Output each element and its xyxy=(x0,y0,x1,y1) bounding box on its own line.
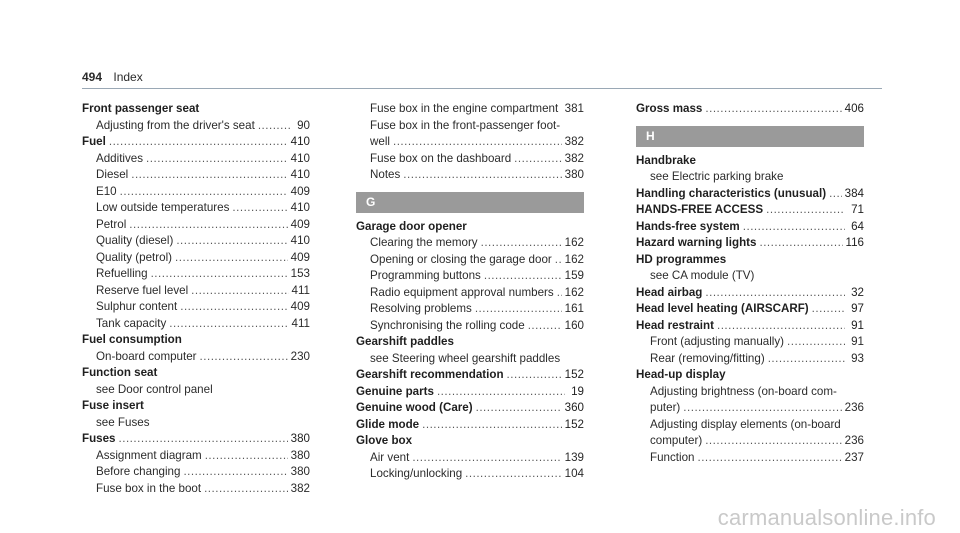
index-subentry[interactable] xyxy=(82,349,310,366)
dot-leader xyxy=(759,235,842,252)
dot-leader xyxy=(437,384,565,401)
dot-leader xyxy=(176,233,287,250)
page-reference[interactable]: 116 xyxy=(845,236,864,249)
entry-label: Hazard warning lights xyxy=(636,236,757,249)
entry-label: Reserve fuel level xyxy=(96,283,189,297)
dot-leader xyxy=(422,417,562,434)
index-subentry[interactable] xyxy=(356,285,584,302)
entry-label: Gearshift paddles xyxy=(356,335,454,348)
index-subentry[interactable] xyxy=(356,101,584,118)
index-subentry[interactable] xyxy=(82,299,310,316)
index-subentry[interactable] xyxy=(82,283,310,300)
page-reference[interactable]: 382 xyxy=(290,481,310,495)
index-subentry[interactable] xyxy=(82,200,310,217)
dot-leader xyxy=(768,351,845,368)
index-entry xyxy=(636,252,864,269)
index-subentry[interactable] xyxy=(636,433,864,450)
index-subentry xyxy=(636,169,864,186)
page-reference[interactable]: 237 xyxy=(844,450,864,464)
entry-label: Opening or closing the garage door xyxy=(370,252,552,266)
index-entry[interactable] xyxy=(636,219,864,236)
dot-leader xyxy=(191,283,288,300)
page-reference[interactable]: 410 xyxy=(290,168,310,181)
index-subentry xyxy=(636,417,864,434)
dot-leader xyxy=(151,266,288,283)
dot-leader xyxy=(476,400,562,417)
header-divider xyxy=(82,88,882,89)
page-reference[interactable]: 409 xyxy=(290,217,310,231)
dot-leader xyxy=(683,400,841,417)
entry-label: see CA module (TV) xyxy=(650,269,755,282)
page-reference[interactable]: 161 xyxy=(564,302,584,315)
entry-label: Low outside temperatures xyxy=(96,201,230,214)
entry-label: Head level heating (AIRSCARF) xyxy=(636,302,809,315)
dot-leader xyxy=(812,301,845,318)
page-reference[interactable]: 411 xyxy=(291,283,310,297)
index-entry[interactable] xyxy=(356,400,584,417)
page-reference[interactable]: 380 xyxy=(290,448,310,462)
entry-label: Locking/unlocking xyxy=(370,467,463,480)
entry-label: Head airbag xyxy=(636,285,703,299)
entry-label: see Fuses xyxy=(96,415,150,429)
entry-label: Diesel xyxy=(96,168,129,181)
page-reference[interactable]: 19 xyxy=(571,384,584,398)
dot-leader xyxy=(169,316,288,333)
entry-label: Fuses xyxy=(82,432,116,445)
page-reference[interactable]: 162 xyxy=(564,285,584,299)
entry-label: Function seat xyxy=(82,366,158,379)
dot-leader xyxy=(555,252,562,269)
page-reference[interactable]: 411 xyxy=(291,316,310,330)
index-subentry[interactable] xyxy=(82,151,310,168)
entry-label: Sulphur content xyxy=(96,300,178,313)
index-entry[interactable] xyxy=(82,134,310,151)
dot-leader xyxy=(743,219,845,236)
index-subentry[interactable] xyxy=(82,217,310,234)
entry-label: Tank capacity xyxy=(96,316,167,330)
entry-label: Fuse box in the engine compartment xyxy=(370,102,559,115)
index-subentry[interactable] xyxy=(356,167,584,184)
page-reference[interactable]: 382 xyxy=(564,151,584,165)
index-subentry[interactable] xyxy=(82,167,310,184)
page-reference[interactable]: 162 xyxy=(564,236,584,249)
index-subentry[interactable] xyxy=(82,184,310,201)
index-entry xyxy=(356,334,584,351)
page-reference[interactable]: 91 xyxy=(851,318,864,332)
page-reference[interactable]: 230 xyxy=(290,349,310,363)
index-subentry[interactable] xyxy=(82,316,310,333)
index-entry[interactable] xyxy=(636,285,864,302)
entry-label: Glove box xyxy=(356,434,413,447)
entry-label: Rear (removing/fitting) xyxy=(650,351,765,365)
page-title: Index xyxy=(113,70,143,84)
index-entry xyxy=(82,365,310,382)
dot-leader xyxy=(787,334,845,351)
entry-label: well xyxy=(370,135,390,148)
page-reference[interactable]: 64 xyxy=(851,219,864,233)
dot-leader xyxy=(766,202,845,219)
page-reference[interactable]: 236 xyxy=(844,434,864,447)
page-reference[interactable]: 162 xyxy=(564,252,584,266)
page-reference[interactable]: 380 xyxy=(564,168,584,181)
page-reference[interactable]: 409 xyxy=(290,250,310,264)
entry-label: Fuse box in the front-passenger foot- xyxy=(370,118,561,132)
index-subentry xyxy=(356,118,584,135)
entry-label: Before changing xyxy=(96,465,181,478)
page-reference[interactable]: 152 xyxy=(564,417,584,431)
page-reference[interactable]: 90 xyxy=(297,118,310,132)
dot-leader xyxy=(232,200,287,217)
dot-leader xyxy=(557,285,562,302)
index-entry xyxy=(636,367,864,384)
entry-label: Gearshift recommendation xyxy=(356,368,504,381)
entry-label: see Electric parking brake xyxy=(650,170,784,183)
page-reference[interactable]: 32 xyxy=(851,285,864,299)
page-reference[interactable]: 71 xyxy=(851,203,864,216)
index-subentry[interactable] xyxy=(356,235,584,252)
index-column-1 xyxy=(82,101,310,497)
page-reference[interactable]: 152 xyxy=(564,368,584,381)
index-entry xyxy=(636,153,864,170)
dot-leader xyxy=(258,118,291,135)
entry-label: Refuelling xyxy=(96,267,148,280)
page-reference[interactable]: 410 xyxy=(290,151,310,165)
index-subentry[interactable] xyxy=(636,351,864,368)
dot-leader xyxy=(204,481,288,498)
entry-label: E10 xyxy=(96,184,117,198)
dot-leader xyxy=(717,318,845,335)
index-entry xyxy=(82,101,310,118)
index-subentry[interactable] xyxy=(356,450,584,467)
entry-label: Petrol xyxy=(96,217,127,231)
dot-leader xyxy=(403,167,561,184)
dot-leader xyxy=(175,250,288,267)
index-entry[interactable] xyxy=(636,301,864,318)
page-reference[interactable]: 104 xyxy=(564,467,584,480)
dot-leader xyxy=(119,431,288,448)
index-entry xyxy=(82,398,310,415)
entry-label: puter) xyxy=(650,401,681,414)
index-subentry xyxy=(636,384,864,401)
index-entry[interactable] xyxy=(636,202,864,219)
entry-label: HD programmes xyxy=(636,252,727,266)
entry-label: On-board computer xyxy=(96,349,197,363)
dot-leader xyxy=(528,318,562,335)
entry-label: Quality (petrol) xyxy=(96,250,173,264)
index-subentry xyxy=(356,351,584,368)
dot-leader xyxy=(829,186,842,203)
index-entry[interactable] xyxy=(356,384,584,401)
page-reference[interactable]: 97 xyxy=(851,302,864,315)
entry-label: see Steering wheel gearshift paddles xyxy=(370,351,561,365)
entry-label: Head-up display xyxy=(636,368,726,381)
entry-label: Handbrake xyxy=(636,153,696,167)
index-entry[interactable] xyxy=(636,186,864,203)
dot-leader xyxy=(705,433,841,450)
page-reference[interactable]: 380 xyxy=(290,465,310,478)
dot-leader xyxy=(120,184,288,201)
index-subentry[interactable] xyxy=(356,318,584,335)
dot-leader xyxy=(183,464,287,481)
index-subentry[interactable] xyxy=(82,250,310,267)
dot-leader xyxy=(484,268,562,285)
dot-leader xyxy=(146,151,288,168)
index-subentry[interactable] xyxy=(82,448,310,465)
entry-label: Assignment diagram xyxy=(96,448,202,462)
dot-leader xyxy=(475,301,562,318)
entry-label: Fuse box on the dashboard xyxy=(370,151,512,165)
entry-label: Fuel consumption xyxy=(82,333,182,346)
index-subentry[interactable] xyxy=(356,134,584,151)
page-reference[interactable]: 410 xyxy=(290,201,310,214)
entry-label: Front passenger seat xyxy=(82,102,200,115)
entry-label: Clearing the memory xyxy=(370,236,478,249)
page-reference[interactable]: 153 xyxy=(290,267,310,280)
index-subentry xyxy=(636,268,864,285)
dot-leader xyxy=(507,367,562,384)
index-entry xyxy=(356,219,584,236)
page-reference[interactable]: 382 xyxy=(564,135,584,148)
entry-label: Hands-free system xyxy=(636,219,740,233)
entry-label: Glide mode xyxy=(356,417,420,431)
entry-label: Genuine parts xyxy=(356,384,434,398)
dot-leader xyxy=(200,349,288,366)
index-entry xyxy=(356,433,584,450)
index-subentry xyxy=(82,415,310,432)
entry-label: Radio equipment approval numbers xyxy=(370,285,554,299)
entry-label: Fuel xyxy=(82,135,106,148)
index-subentry[interactable] xyxy=(82,266,310,283)
dot-leader xyxy=(131,167,287,184)
page-reference[interactable]: 410 xyxy=(290,135,310,148)
page-reference[interactable]: 409 xyxy=(290,184,310,198)
entry-label: Adjusting brightness (on-board com- xyxy=(650,384,837,398)
section-letter: H xyxy=(636,126,864,147)
index-entry[interactable] xyxy=(636,318,864,335)
page-reference[interactable]: 139 xyxy=(564,450,584,464)
dot-leader xyxy=(705,285,845,302)
index-subentry[interactable] xyxy=(356,466,584,483)
index-column-3 xyxy=(636,101,864,466)
index-entry[interactable] xyxy=(636,101,864,118)
dot-leader xyxy=(129,217,287,234)
page-reference[interactable]: 360 xyxy=(564,401,584,414)
index-subentry[interactable] xyxy=(82,464,310,481)
dot-leader xyxy=(205,448,288,465)
page-reference[interactable]: 91 xyxy=(851,335,864,348)
page-reference[interactable]: 93 xyxy=(851,351,864,365)
entry-label: computer) xyxy=(650,434,703,447)
dot-leader xyxy=(412,450,561,467)
entry-label: Gross mass xyxy=(636,102,703,115)
entry-label: Synchronising the rolling code xyxy=(370,318,525,332)
dot-leader xyxy=(393,134,562,151)
section-letter: G xyxy=(356,192,584,213)
entry-label: Programming buttons xyxy=(370,269,481,282)
entry-label: Fuse insert xyxy=(82,399,144,412)
entry-label: Notes xyxy=(370,168,401,181)
entry-label: Garage door opener xyxy=(356,219,467,233)
index-subentry[interactable] xyxy=(356,268,584,285)
dot-leader xyxy=(514,151,561,168)
index-subentry[interactable] xyxy=(636,334,864,351)
index-entry[interactable] xyxy=(82,431,310,448)
page-reference[interactable]: 381 xyxy=(564,102,584,115)
dot-leader xyxy=(697,450,841,467)
index-subentry[interactable] xyxy=(636,450,864,467)
page-reference[interactable]: 236 xyxy=(844,401,864,414)
dot-leader xyxy=(481,235,562,252)
page-reference[interactable]: 380 xyxy=(290,432,310,445)
page-reference[interactable]: 160 xyxy=(564,318,584,332)
index-subentry[interactable] xyxy=(82,481,310,498)
entry-label: Adjusting display elements (on-board xyxy=(650,417,841,431)
entry-label: Air vent xyxy=(370,450,410,464)
dot-leader xyxy=(109,134,288,151)
entry-label: Head restraint xyxy=(636,318,714,332)
entry-label: Handling characteristics (unusual) xyxy=(636,186,827,200)
page-reference[interactable]: 159 xyxy=(564,269,584,282)
dot-leader xyxy=(180,299,287,316)
page-reference[interactable]: 409 xyxy=(290,300,310,313)
page-number: 494 xyxy=(82,70,103,84)
page-reference[interactable]: 406 xyxy=(844,102,864,115)
entry-label: Fuse box in the boot xyxy=(96,481,202,495)
entry-label: HANDS-FREE ACCESS xyxy=(636,203,764,216)
index-subentry[interactable] xyxy=(82,233,310,250)
entry-label: Function xyxy=(650,450,695,464)
index-subentry[interactable] xyxy=(636,400,864,417)
index-subentry[interactable] xyxy=(356,301,584,318)
page-header xyxy=(82,70,143,84)
entry-label: Quality (diesel) xyxy=(96,234,174,247)
watermark: carmanualsonline.info xyxy=(717,505,936,530)
page-reference[interactable]: 410 xyxy=(290,234,310,247)
index-entry xyxy=(82,332,310,349)
entry-label: Adjusting from the driver's seat xyxy=(96,118,255,132)
entry-label: see Door control panel xyxy=(96,382,213,396)
index-entry[interactable] xyxy=(356,417,584,434)
page-reference[interactable]: 384 xyxy=(844,186,864,200)
entry-label: Additives xyxy=(96,151,144,165)
index-column-2 xyxy=(356,101,584,483)
entry-label: Resolving problems xyxy=(370,302,472,315)
index-subentry[interactable] xyxy=(356,252,584,269)
index-entry[interactable] xyxy=(636,235,864,252)
index-entry[interactable] xyxy=(356,367,584,384)
dot-leader xyxy=(465,466,561,483)
entry-label: Genuine wood (Care) xyxy=(356,401,473,414)
entry-label: Front (adjusting manually) xyxy=(650,335,785,348)
dot-leader xyxy=(705,101,841,118)
index-subentry[interactable] xyxy=(356,151,584,168)
index-subentry[interactable] xyxy=(82,118,310,135)
index-subentry xyxy=(82,382,310,399)
